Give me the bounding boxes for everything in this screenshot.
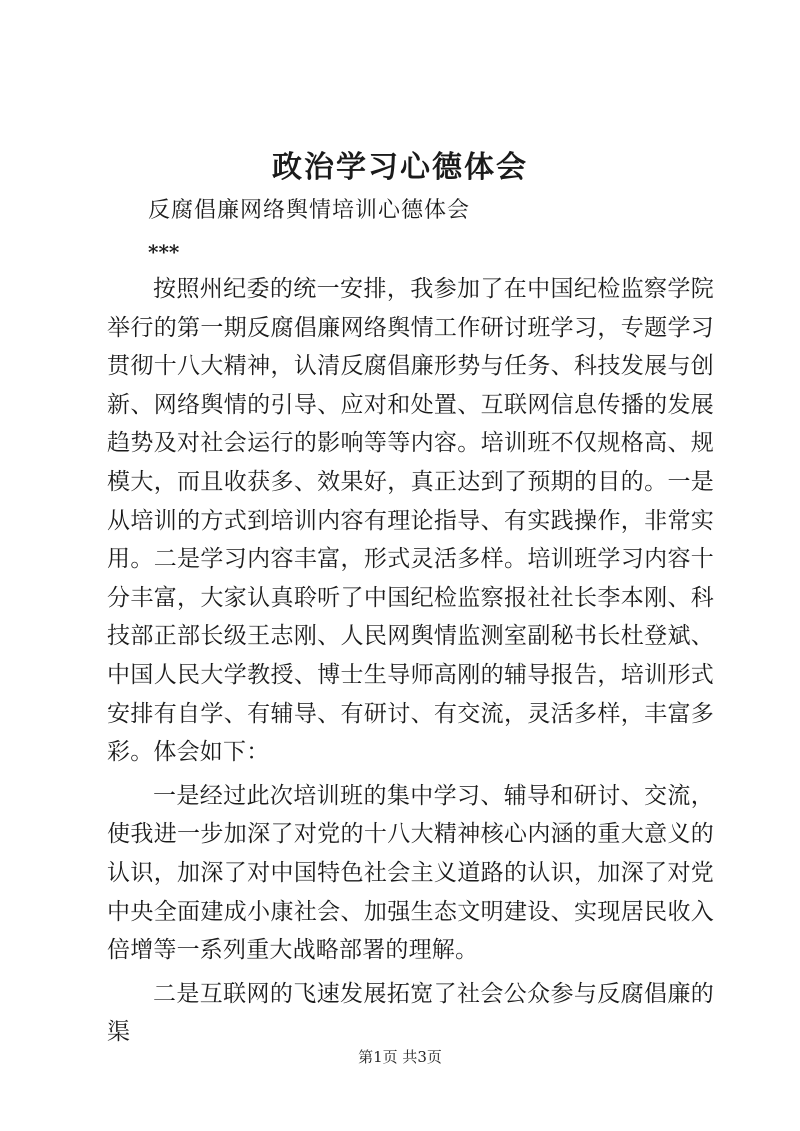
- page-footer: 第1页 共3页: [358, 1048, 442, 1066]
- paragraph-2: 一是经过此次培训班的集中学习、辅导和研讨、交流，使我进一步加深了对党的十八大精神核心内涵的重大意义的认识，加深了对中国特色社会主义道路的认识，加深了对党中央全面建成小康社会、加强生态文明建设、实现居民收入倍增等一系列重大战略部署的理解。: [107, 782, 714, 964]
- document-title: 政治学习心德体会: [272, 150, 528, 185]
- paragraph-3: 二是互联网的飞速发展拓宽了社会公众参与反腐倡廉的渠: [107, 980, 714, 1046]
- section-separator: ***: [148, 240, 180, 264]
- document-body: [107, 270, 714, 1052]
- document-subtitle: 反腐倡廉网络舆情培训心德体会: [148, 198, 471, 223]
- paragraph-1: 按照州纪委的统一安排，我参加了在中国纪检监察学院举行的第一期反腐倡廉网络舆情工作研讨班学习，专题学习贯彻十八大精神，认清反腐倡廉形势与任务、科技发展与创新、网络舆情的引导、应对和处置、互联网信息传播的发展趋势及对社会运行的影响等等内容。培训班不仅规格高、规模大，而且收获多、效果好，真正达到了预期的目的。一是从培训的方式到培训内容有理论指导、有实践操作，非常实用。二是学习内容丰富，形式灵活多样。培训班学习内容十分丰富，大家认真聆听了中国纪检监察报社社长李本刚、科技部正部长级王志刚、人民网舆情监测室副秘书长杜登斌、中国人民大学教授、博士生导师高刚的辅导报告，培训形式安排有自学、有辅导、有研讨、有交流，灵活多样，丰富多彩。体会如下：: [107, 276, 714, 766]
